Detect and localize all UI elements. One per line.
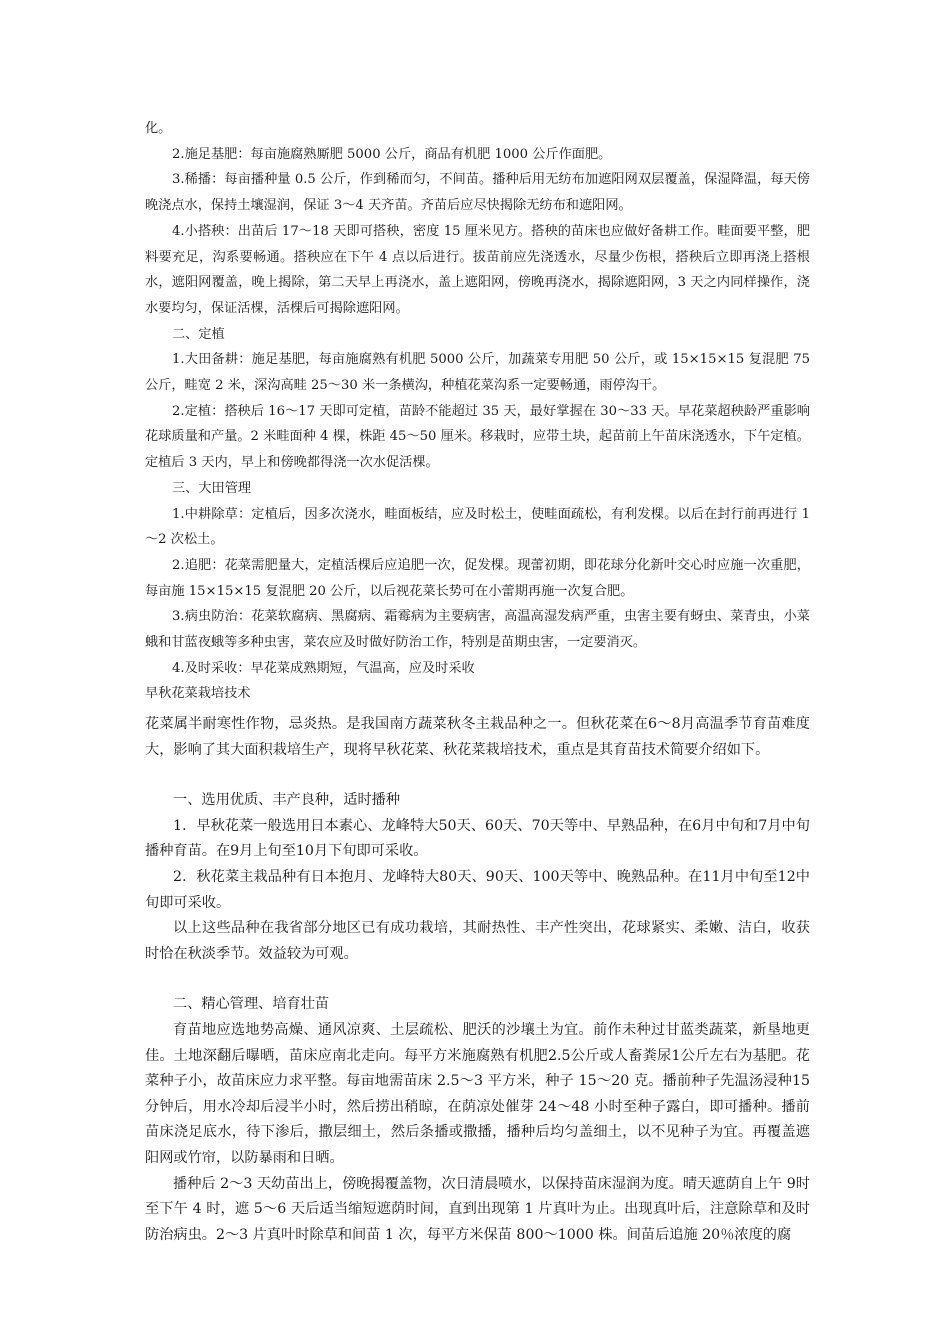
heading-planting: 二、定植 (172, 326, 225, 342)
paragraph-early-autumn-varieties: 1．早秋花菜一般选用日本素心、龙峰特大50天、60天、70天等中、早熟品种，在6月中旬和7月中旬播种育苗。在9月上旬至10月下旬即可采收。 (145, 817, 810, 860)
section-cultivation-part2 (145, 712, 810, 1248)
document-title: 早秋花菜栽培技术 (145, 686, 251, 702)
paragraph-autumn-varieties: 2．秋花菜主栽品种有日本抱月、龙峰特大80天、90天、100天等中、晚熟品种。在11月中旬至12中旬即可采收。 (145, 868, 810, 911)
paragraph-harvest: 4.及时采收：早花菜成熟期短，气温高，应及时采收 (172, 660, 475, 676)
paragraph-planting: 2.定植：搭秧后 16～17 天即可定植，苗龄不能超过 35 天，最好掌握在 30～33 天。早花菜超秧龄严重影响花球质量和产量。2 米畦面种 4 棵，株距 45～50 厘米。移栽时，应带土块，起苗前上午苗床浇透水，下午定植。定植后 3 天内，早上和傍晚都得浇一次水促活棵。 (145, 403, 810, 471)
paragraph-topdressing: 2.追肥：花菜需肥量大，定植活棵后应追肥一次，促发棵。现蕾初期，即花球分化新叶交心时应施一次重肥，每亩施 15×15×15 复混肥 20 公斤，以后视花菜长势可在小蕾期再施一次复合肥。 (145, 557, 810, 599)
heading-variety-selection: 一、选用优质、丰产良种，适时播种 (173, 792, 401, 809)
section-cultivation-part1 (145, 116, 810, 707)
heading-field-management: 三、大田管理 (172, 480, 252, 496)
paragraph-base-fertilizer: 2.施足基肥：每亩施腐熟厮肥 5000 公斤，商品有机肥 1000 公斤作面肥。 (172, 146, 612, 162)
paragraph-pest-control: 3.病虫防治：花菜软腐病、黑腐病、霜霉病为主要病害，高温高湿发病严重，虫害主要有蚜虫、菜青虫，小菜蛾和甘蓝夜蛾等多种虫害，菜农应及时做好防治工作，特别是苗期虫害，一定要消灭。 (145, 609, 810, 651)
heading-seedling-management: 二、精心管理、培育壮苗 (173, 996, 330, 1013)
paragraph-nursery-bed: 育苗地应选地势高燥、通风凉爽、土层疏松、肥沃的沙壤土为宜。前作未种过甘蓝类蔬菜，新垦地更佳。土地深翻后曝晒，苗床应南北走向。每平方米施腐熟有机肥2.5公斤或人畜粪尿1公斤左右为基肥。花菜种子小，故苗床应力求平整。每亩地需苗床 2.5～3 平方米，种子 15～20 克。播前种子先温汤浸种15分钟后，用水冷却后浸半小时，然后捞出稍晾，在荫凉处催芽 24～48 小时至种子露白，即可播种。播前苗床浇足底水，待下渗后，撒层细土，然后条播或撒播，播种后均匀盖细土，以不见种子为宜。再覆盖遮阳网或竹帘，以防暴雨和日晒。 (145, 1021, 810, 1166)
paragraph-variety-benefits: 以上这些品种在我省部分地区已有成功栽培，其耐热性、丰产性突出，花球紧实、柔嫩、洁白，收获时恰在秋淡季节。效益较为可观。 (145, 920, 810, 962)
blank-line (145, 967, 810, 992)
blank-line (145, 763, 810, 788)
paragraph-continuation: 化。 (145, 121, 172, 136)
paragraph-intro: 花菜属半耐寒性作物，忌炎热。是我国南方蔬菜秋冬主栽品种之一。但秋花菜在6～8月高温季节育苗难度大，影响了其大面积栽培生产，现将早秋花菜、秋花菜栽培技术，重点是其育苗技术简要介绍如下。 (145, 716, 810, 758)
paragraph-field-preparation: 1.大田备耕：施足基肥，每亩施腐熟有机肥 5000 公斤，加蔬菜专用肥 50 公斤，或 15×15×15 复混肥 75 公斤，畦宽 2 米，深沟高畦 25～30 米一条横沟，种植花菜沟系一定要畅通，雨停沟干。 (145, 352, 810, 394)
paragraph-post-sowing-care: 播种后 2～3 天幼苗出上，傍晚揭覆盖物，次日清晨喷水，以保持苗床湿润为度。晴天遮荫自上午 9时至下午 4 时，遮 5～6 天后适当缩短遮荫时间，直到出现第 1 片真叶为止。出现真叶后，注意除草和及时防治病虫。2～3 片真叶时除草和间苗 1 次，每平方米保苗 800～1000 株。间苗后追施 20％浓度的腐 (145, 1175, 810, 1243)
paragraph-weeding: 1.中耕除草：定植后，因多次浇水，畦面板结，应及时松土，使畦面疏松，有利发棵。以后在封行前再进行 1～2 次松土。 (145, 506, 810, 548)
paragraph-seedling-transplant: 4.小搭秧：出苗后 17～18 天即可搭秧，密度 15 厘米见方。搭秧的苗床也应做好备耕工作。畦面要平整，肥料要充足，沟系要畅通。搭秧应在下午 4 点以后进行。拔苗前应先浇透水，尽量少伤根，搭秧后立即再浇上搭根水，遮阳网覆盖，晚上揭除，第二天早上再浇水，盖上遮阳网，傍晚再浇水，揭除遮阳网，3 天之内同样操作，浇水要均匀，保证活棵，活棵后可揭除遮阳网。 (145, 223, 810, 316)
paragraph-sparse-sowing: 3.稀播：每亩播种量 0.5 公斤，作到稀而匀，不间苗。播种后用无纺布加遮阳网双层覆盖，保湿降温，每天傍晚浇点水，保持土壤湿润，保证 3～4 天齐苗。齐苗后应尽快揭除无纺布和遮阳网。 (145, 172, 810, 214)
